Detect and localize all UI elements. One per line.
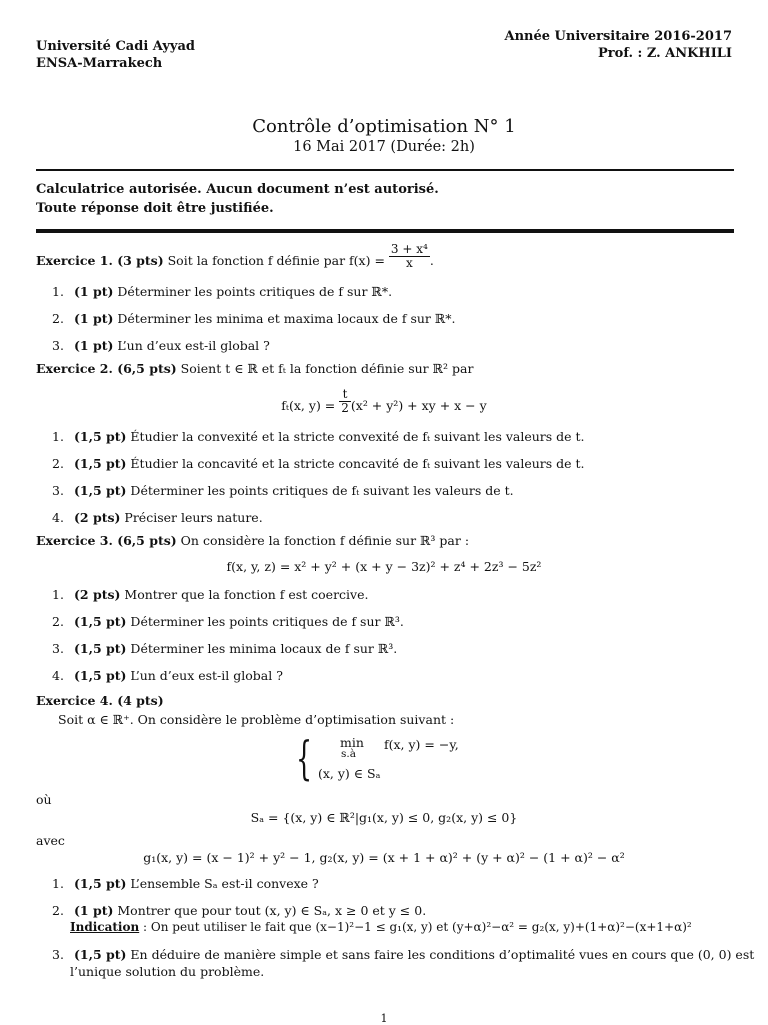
objective-function: f(x, y) = −y, <box>384 737 459 752</box>
left-brace: { <box>296 731 313 785</box>
ou-label: où <box>36 792 52 807</box>
question-text: L’un d’eux est-il global ? <box>117 338 270 353</box>
question-number: 4. <box>52 510 64 525</box>
question-points: (1 pt) <box>73 338 114 353</box>
page-number: 1 <box>380 1012 388 1025</box>
question-points: (1,5 pt) <box>73 876 127 891</box>
question-number: 1. <box>52 429 64 444</box>
question-points: (1,5 pt) <box>73 668 127 683</box>
question-number: 2. <box>52 456 64 471</box>
set-definition: Sₐ = {(x, y) ∈ ℝ²|g₁(x, y) ≤ 0, g₂(x, y) ≤ 0} <box>250 810 518 825</box>
exercise-label: Exercice 2. (6,5 pts) <box>36 361 177 376</box>
question-item <box>52 947 754 963</box>
question-number: 1. <box>52 284 64 299</box>
indication-label: Indication <box>70 920 140 934</box>
question-item <box>52 587 369 603</box>
question-number: 2. <box>52 614 64 629</box>
exam-date: 16 Mai 2017 (Durée: 2h) <box>293 139 475 155</box>
question-text: L’ensemble Sₐ est-il convexe ? <box>130 876 319 891</box>
question-number: 3. <box>52 947 64 962</box>
question-points: (2 pts) <box>73 510 121 525</box>
exercise-label: Exercice 4. (4 pts) <box>36 693 164 708</box>
instruction-line: Toute réponse doit être justifiée. <box>36 201 274 216</box>
formula-right: (x² + y²) + xy + x − y <box>350 398 487 413</box>
exam-title: Contrôle d’optimisation N° 1 <box>252 116 516 137</box>
exercise-3-formula: f(x, y, z) = x² + y² + (x + y − 3z)² + z⁴ + 2z³ − 5z² <box>226 559 542 574</box>
question-points: (1,5 pt) <box>73 456 127 471</box>
question-item <box>52 903 426 919</box>
question-text: L’un d’eux est-il global ? <box>130 668 283 683</box>
exercise-4-intro: Soit α ∈ ℝ⁺. On considère le problème d’optimisation suivant : <box>58 712 455 727</box>
exercise-2-statement <box>36 361 473 377</box>
question-text: Déterminer les minima et maxima locaux de f sur ℝ*. <box>117 311 456 326</box>
exercise-4-label <box>36 693 164 709</box>
fraction <box>389 243 430 270</box>
professor-name: Prof. : Z. ANKHILI <box>598 46 732 61</box>
header-left <box>36 38 195 72</box>
question-text: Déterminer les points critiques de fₜ suivant les valeurs de t. <box>130 483 514 498</box>
fraction-numerator: 3 + x⁴ <box>390 242 428 256</box>
exercise-text: Soient t ∈ ℝ et fₜ la fonction définie sur ℝ² par <box>180 361 474 376</box>
question-item <box>52 510 263 526</box>
question-item <box>52 483 514 499</box>
question-number: 4. <box>52 668 64 683</box>
top-rule <box>36 169 734 171</box>
question-item <box>52 311 455 327</box>
exercise-3-statement <box>36 533 469 549</box>
question-item <box>52 668 283 684</box>
question-item <box>52 456 585 472</box>
min-label: min <box>340 735 364 750</box>
academic-year: Année Universitaire 2016-2017 <box>504 29 732 44</box>
sa-label: s.à <box>341 748 356 760</box>
question-text: Étudier la convexité et la stricte convexité de fₜ suivant les valeurs de t. <box>130 429 585 444</box>
question-points: (1,5 pt) <box>73 483 127 498</box>
question-item <box>52 338 270 354</box>
question-points: (1,5 pt) <box>73 641 127 656</box>
indication-text: : On peut utiliser le fait que (x−1)²−1 ≤ g₁(x, y) et (y+α)²−α² = g₂(x, y)+(1+α)²−(x+1+α)² <box>143 920 692 934</box>
question-number: 1. <box>52 876 64 891</box>
exercise-1-statement <box>36 242 434 270</box>
exercise-label: Exercice 3. (6,5 pts) <box>36 533 177 548</box>
fraction-denominator: 2 <box>341 401 349 415</box>
question-number: 3. <box>52 641 64 656</box>
question-text: Déterminer les points critiques de f sur ℝ*. <box>117 284 393 299</box>
exercise-text: On considère la fonction f définie sur ℝ³ par : <box>180 533 470 548</box>
period: . <box>429 253 434 268</box>
constraint: (x, y) ∈ Sₐ <box>318 766 381 781</box>
question-points: (1 pt) <box>73 903 114 918</box>
question-points: (1,5 pt) <box>73 429 127 444</box>
question-text: Déterminer les points critiques de f sur ℝ³. <box>130 614 404 629</box>
exercise-label: Exercice 1. (3 pts) <box>36 253 164 268</box>
question-number: 3. <box>52 338 64 353</box>
exercise-2-formula <box>0 387 768 415</box>
question-item <box>52 429 585 445</box>
header-right <box>505 28 733 62</box>
question-item <box>52 614 404 630</box>
question-text: Étudier la concavité et la stricte concavité de fₜ suivant les valeurs de t. <box>130 456 585 471</box>
question-number: 1. <box>52 587 64 602</box>
question-number: 2. <box>52 311 64 326</box>
fraction <box>339 388 351 415</box>
question-points: (1,5 pt) <box>73 614 127 629</box>
exercise-text: Soit la fonction f définie par f(x) = <box>167 253 385 268</box>
university-name: Université Cadi Ayyad <box>36 39 195 54</box>
bottom-rule <box>36 229 734 233</box>
question-text-continued: l’unique solution du problème. <box>70 964 265 979</box>
question-text: Préciser leurs nature. <box>124 510 263 525</box>
indication <box>70 919 692 935</box>
question-item <box>52 284 392 300</box>
question-text: Déterminer les minima locaux de f sur ℝ³. <box>130 641 398 656</box>
fraction-numerator: t <box>339 388 351 402</box>
question-points: (1 pt) <box>73 311 114 326</box>
question-item <box>52 641 397 657</box>
question-points: (1,5 pt) <box>73 947 127 962</box>
question-points: (2 pts) <box>73 587 121 602</box>
question-number: 3. <box>52 483 64 498</box>
instruction-line: Calculatrice autorisée. Aucun document n’est autorisé. <box>36 182 439 197</box>
constraint-functions: g₁(x, y) = (x − 1)² + y² − 1, g₂(x, y) = (x + 1 + α)² + (y + α)² − (1 + α)² − α² <box>143 850 625 865</box>
title-block <box>0 116 768 156</box>
instructions <box>36 180 439 218</box>
question-item <box>52 876 319 892</box>
question-text: Montrer que la fonction f est coercive. <box>124 587 369 602</box>
school-name: ENSA-Marrakech <box>36 56 163 71</box>
avec-label: avec <box>36 833 65 848</box>
formula-left: fₜ(x, y) = <box>281 398 336 413</box>
question-points: (1 pt) <box>73 284 114 299</box>
question-text: En déduire de manière simple et sans faire les conditions d’optimalité vues en cours que (0, 0) est <box>130 947 755 962</box>
fraction-denominator: x <box>405 256 413 270</box>
question-text: Montrer que pour tout (x, y) ∈ Sₐ, x ≥ 0 et y ≤ 0. <box>117 903 427 918</box>
question-number: 2. <box>52 903 64 918</box>
